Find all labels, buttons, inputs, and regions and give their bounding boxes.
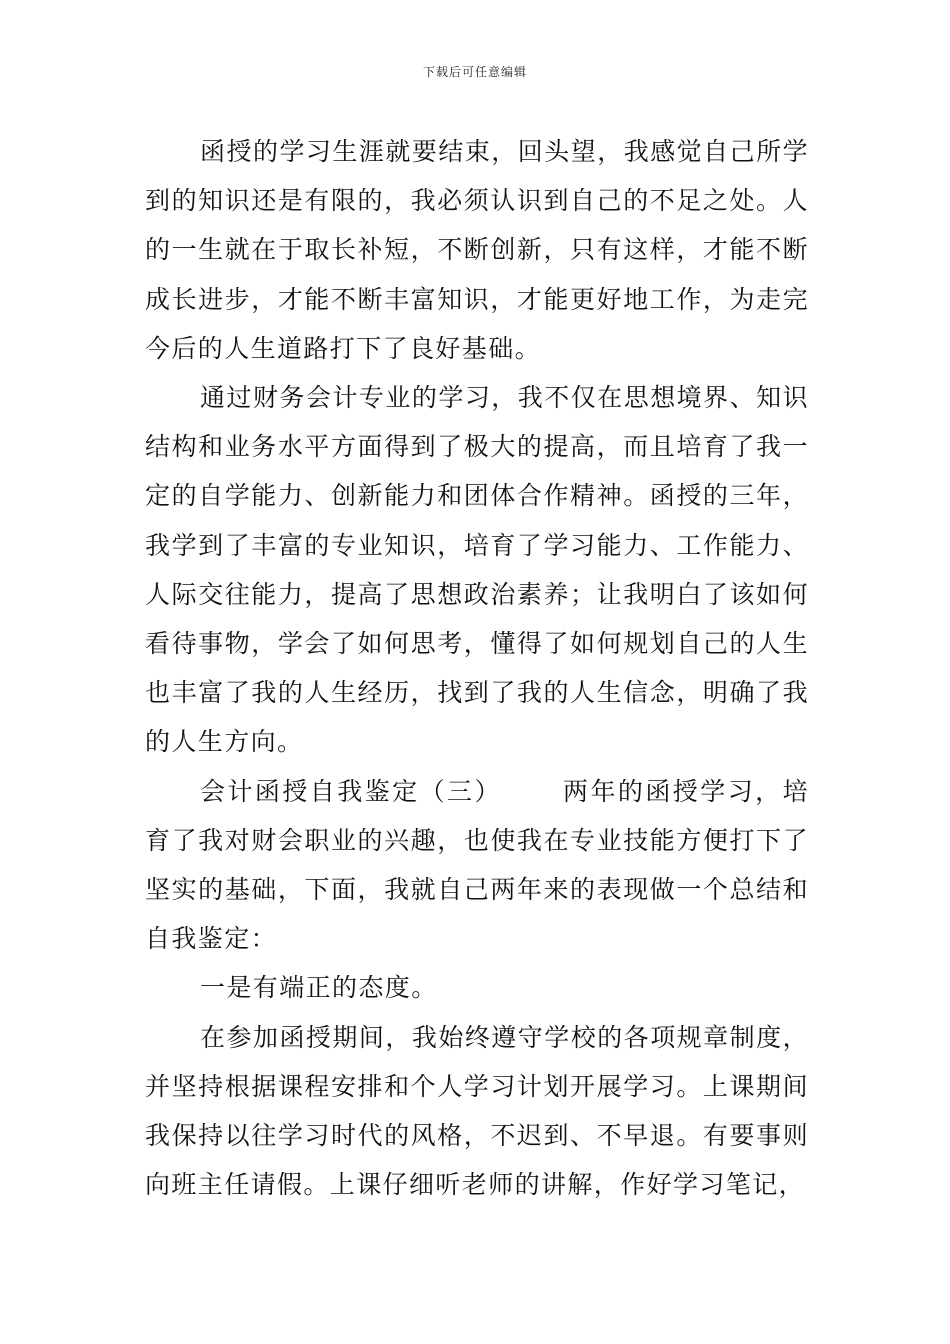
paragraph-5: 在参加函授期间，我始终遵守学校的各项规章制度，并坚持根据课程安排和个人学习计划开展学习。上课期间我保持以往学习时代的风格，不迟到、不早退。有要事则向班主任请假。上课仔细听老师的讲解，作好学习笔记， bbox=[145, 1022, 809, 1200]
paragraph-2: 通过财务会计专业的学习，我不仅在思想境界、知识结构和业务水平方面得到了极大的提高，而且培育了我一定的自学能力、创新能力和团体合作精神。函授的三年，我学到了丰富的专业知识，培育了学习能力、工作能力、人际交往能力，提高了思想政治素养；让我明白了该如何看待事物，学会了如何思考，懂得了如何规划自己的人生也丰富了我的人生经历，找到了我的人生信念，明确了我的人生方向。 bbox=[145, 383, 809, 757]
section-title: 会计函授自我鉴定（三） bbox=[200, 776, 502, 806]
paragraph-1: 函授的学习生涯就要结束，回头望，我感觉自己所学到的知识还是有限的，我必须认识到自己的不足之处。人的一生就在于取长补短，不断创新，只有这样，才能不断成长进步，才能不断丰富知识，才能更好地工作，为走完今后的人生道路打下了良好基础。 bbox=[145, 137, 809, 363]
paragraph-3-text: 两年的函授学习，培育了我对财会职业的兴趣，也使我在专业技能方便打下了坚实的基础，下面，我就自己两年来的表现做一个总结和自我鉴定： bbox=[145, 776, 809, 954]
paragraph-4: 一是有端正的态度。 bbox=[200, 973, 438, 1003]
document-body bbox=[145, 127, 809, 1209]
paragraph-3 bbox=[145, 767, 809, 964]
page-header: 下载后可任意编辑 bbox=[422, 65, 527, 79]
